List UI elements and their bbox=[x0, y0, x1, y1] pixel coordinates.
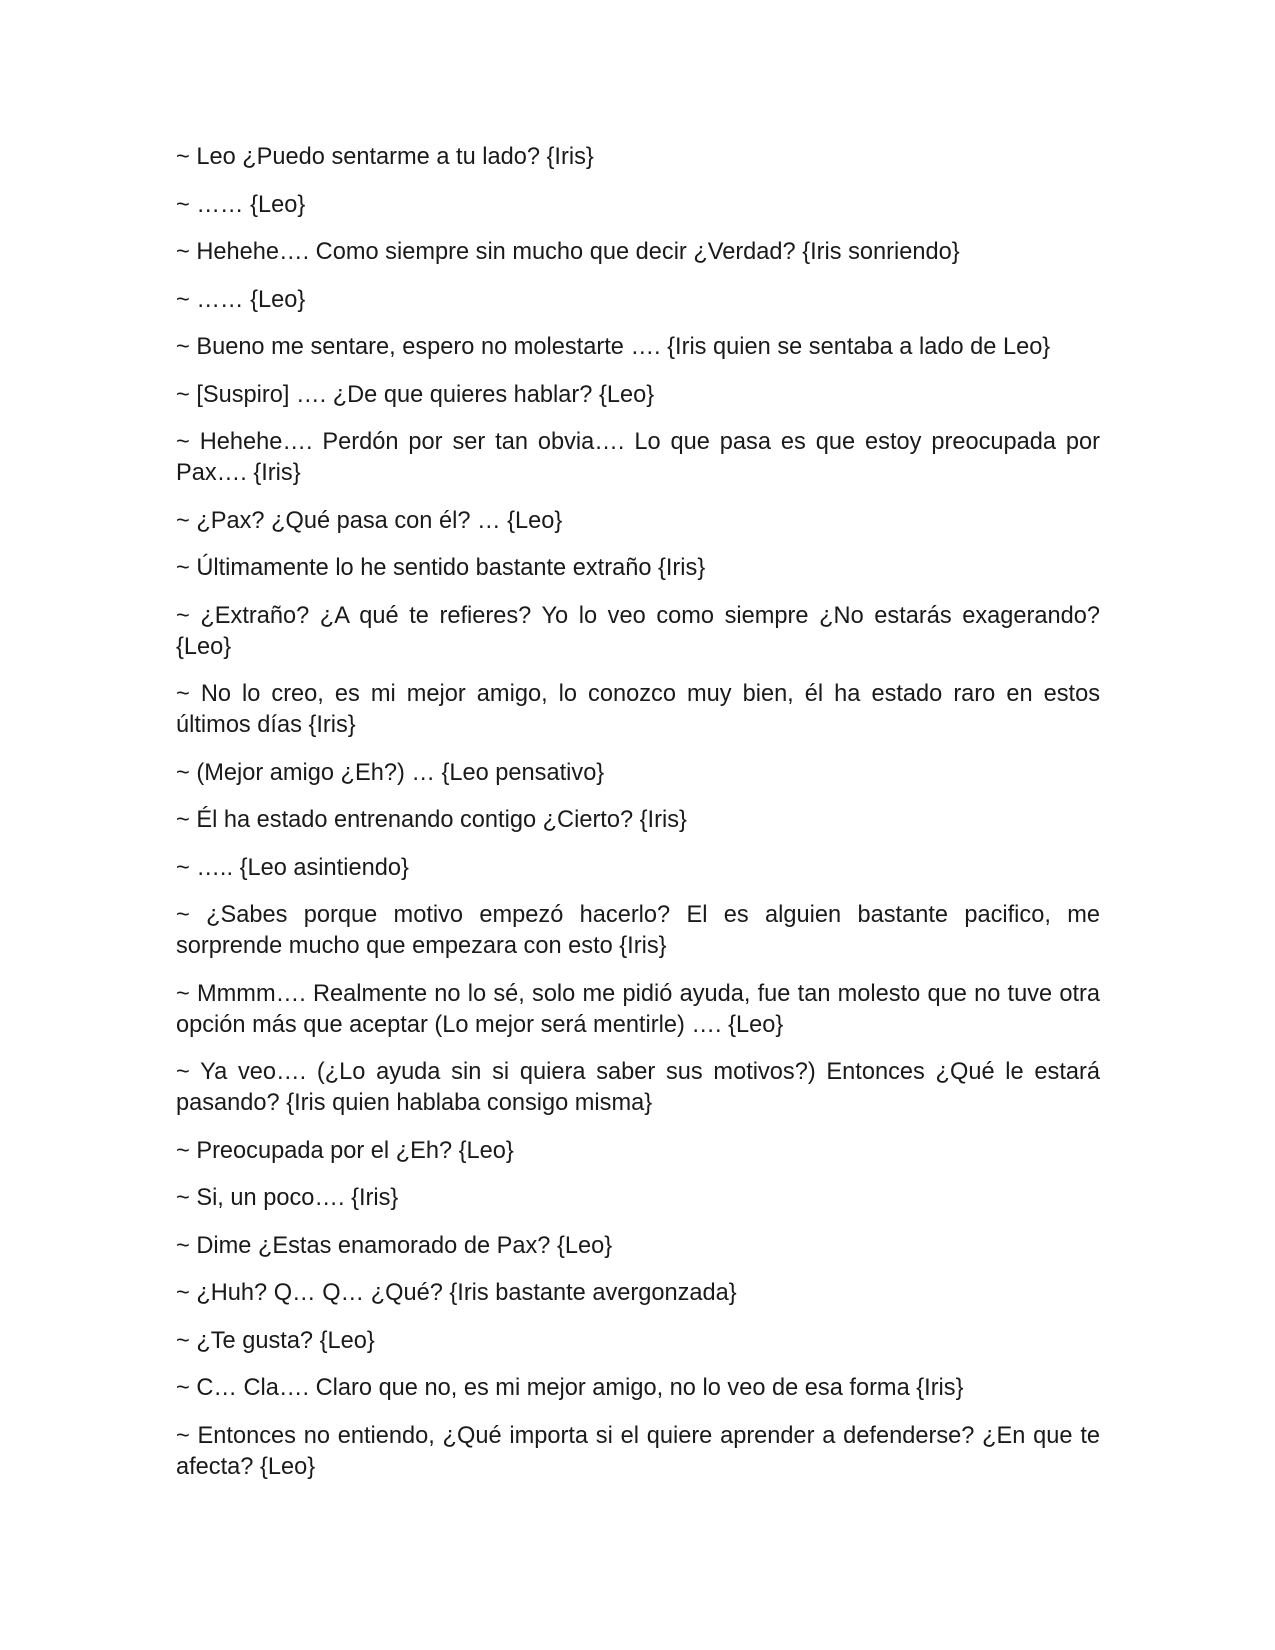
dialogue-line: ~ …… {Leo} bbox=[176, 286, 306, 313]
dialogue-line: ~ ¿Huh? Q… Q… ¿Qué? {Iris bastante avergonzada} bbox=[176, 1280, 737, 1306]
dialogue-line: ~ …… {Leo} bbox=[176, 191, 306, 218]
dialogue-line: ~ Dime ¿Estas enamorado de Pax? {Leo} bbox=[176, 1232, 613, 1259]
dialogue-line: ~ Si, un poco…. {Iris} bbox=[176, 1185, 399, 1211]
dialogue-line: ~ Mmmm…. Realmente no lo sé, solo me pidió ayuda, fue tan molesto que no tuve otra opción más que aceptar (Lo mejor será mentirle) …. {Leo} bbox=[176, 980, 1100, 1038]
dialogue-line: ~ ¿Pax? ¿Qué pasa con él? … {Leo} bbox=[176, 507, 563, 534]
dialogue-line: ~ Bueno me sentare, espero no molestarte …. {Iris quien se sentaba a lado de Leo} bbox=[176, 334, 1051, 360]
dialogue-line: ~ Leo ¿Puedo sentarme a tu lado? {Iris} bbox=[176, 144, 594, 170]
dialogue-line: ~ Hehehe…. Perdón por ser tan obvia…. Lo que pasa es que estoy preocupada por Pax…. {Iris} bbox=[176, 429, 1100, 486]
dialogue-line: ~ [Suspiro] …. ¿De que quieres hablar? {Leo} bbox=[176, 381, 655, 408]
dialogue-line: ~ ….. {Leo asintiendo} bbox=[176, 854, 409, 881]
dialogue-line: ~ Últimamente lo he sentido bastante extraño {Iris} bbox=[176, 555, 706, 581]
dialogue-line: ~ ¿Sabes porque motivo empezó hacerlo? El es alguien bastante pacifico, me sorprende mucho que empezara con esto {Iris} bbox=[176, 902, 1100, 959]
dialogue-line: ~ No lo creo, es mi mejor amigo, lo conozco muy bien, él ha estado raro en estos últimos días {Iris} bbox=[176, 681, 1100, 738]
dialogue-line: ~ C… Cla…. Claro que no, es mi mejor amigo, no lo veo de esa forma {Iris} bbox=[176, 1375, 964, 1401]
dialogue-line: ~ Él ha estado entrenando contigo ¿Cierto? {Iris} bbox=[176, 807, 687, 833]
dialogue-line: ~ Hehehe…. Como siempre sin mucho que decir ¿Verdad? {Iris sonriendo} bbox=[176, 239, 960, 265]
dialogue-line: ~ Preocupada por el ¿Eh? {Leo} bbox=[176, 1137, 514, 1164]
dialogue-line: ~ ¿Extraño? ¿A qué te refieres? Yo lo veo como siempre ¿No estarás exagerando? {Leo} bbox=[176, 602, 1100, 660]
dialogue-line: ~ Ya veo…. (¿Lo ayuda sin si quiera saber sus motivos?) Entonces ¿Qué le estará pasando? {Iris quien hablaba consigo misma} bbox=[176, 1059, 1100, 1116]
dialogue-line: ~ (Mejor amigo ¿Eh?) … {Leo pensativo} bbox=[176, 759, 605, 786]
dialogue-line: ~ Entonces no entiendo, ¿Qué importa si el quiere aprender a defenderse? ¿En que te afecta? {Leo} bbox=[176, 1422, 1100, 1480]
dialogue-line: ~ ¿Te gusta? {Leo} bbox=[176, 1327, 375, 1354]
document-body bbox=[176, 142, 1100, 1499]
